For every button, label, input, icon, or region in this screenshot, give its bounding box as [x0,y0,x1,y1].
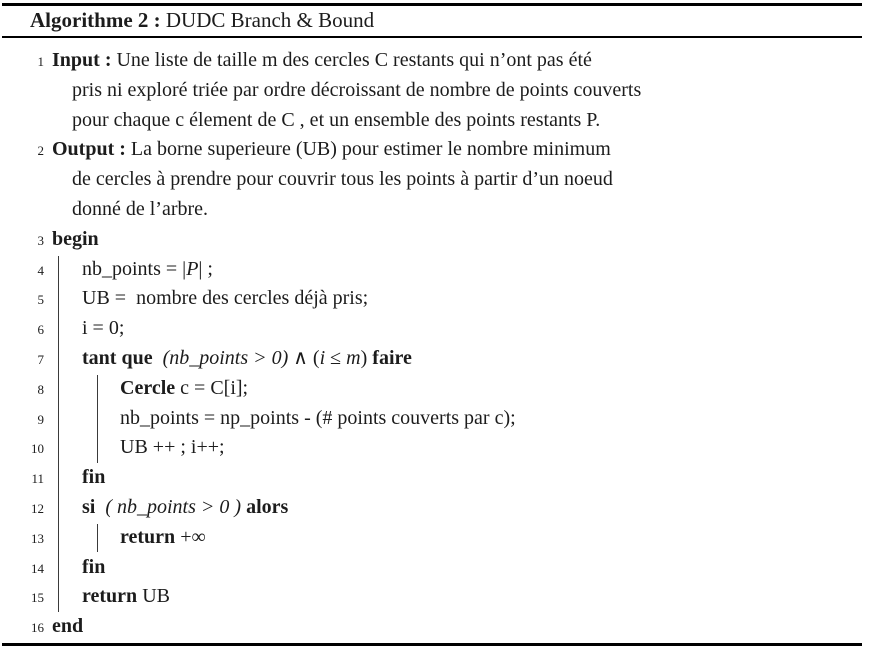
input-description-cont: pris ni exploré triée par ordre décroissant de nombre de points couverts [72,78,642,101]
algo-line-input-cont [0,76,870,106]
output-description-cont: donné de l’arbre. [72,197,209,220]
output-description-cont: de cercles à prendre pour couvrir tous les points à partir d’un noeud [72,168,613,191]
return-value: UB [137,585,170,608]
line-text [82,347,412,369]
line-text [52,49,592,71]
keyword-return: return [120,525,176,548]
statement-text: UB = nombre des cercles déjà pris; [82,287,369,310]
algo-line-while [0,344,870,374]
algo-line-input [0,46,870,76]
keyword-input: Input : [52,49,112,71]
algo-line-return-ub [0,582,870,612]
input-description-cont: pour chaque c élement de C , et un ensemble des points restants P. [72,108,601,131]
keyword-while: tant que [82,346,163,369]
keyword-return: return [82,585,138,608]
math-var: P [186,257,199,280]
algorithm-body [0,46,870,642]
line-text [82,317,124,339]
line-text [52,138,611,160]
keyword-fin: fin [82,555,106,578]
keyword-then: alors [246,495,289,518]
line-text [72,109,600,131]
line-text [120,407,516,429]
math-relation: ≤ [325,346,347,369]
algo-line-if [0,493,870,523]
line-number: 5 [37,292,44,308]
keyword-fin: fin [82,466,106,489]
line-text [120,377,248,399]
line-text [120,436,225,458]
algorithm-caption [0,5,870,35]
line-number: 14 [31,560,44,576]
statement-text: nb_points = np_points - (# points couverts par c); [120,406,516,429]
algo-line-output-cont [0,165,870,195]
line-text [72,79,641,101]
return-value: +∞ [175,525,206,548]
line-number: 10 [31,441,44,457]
input-description: Une liste de taille m des cercles C restants qui n’ont pas été [111,49,592,71]
block-indent-line-main [58,256,59,612]
line-text [120,526,206,548]
keyword-output: Output : [52,138,126,161]
algo-line-input-cont [0,106,870,136]
math-var: m [346,346,361,369]
line-text [52,615,83,637]
line-text [72,198,208,220]
keyword-begin: begin [52,227,99,250]
statement-text: UB ++ ; i++; [120,436,225,459]
line-text [52,228,99,250]
line-number: 8 [37,381,44,397]
keyword-end: end [52,615,84,638]
statement-text: nb_points = | [82,257,187,280]
line-text [82,496,288,518]
algo-line-output [0,135,870,165]
line-text [82,466,105,488]
line-number: 15 [31,590,44,606]
algo-line-end [0,612,870,642]
caption-separator-rule [2,36,862,38]
line-number: 3 [37,232,44,248]
algo-line-statement [0,314,870,344]
statement-text: | ; [198,257,213,280]
line-number: 16 [31,620,44,636]
algo-line-statement [0,255,870,285]
output-description: La borne superieure (UB) pour estimer le nombre minimum [125,138,611,161]
line-number: 1 [37,54,44,69]
algo-line-output-cont [0,195,870,225]
keyword-do: faire [372,346,412,369]
math-var: i [319,346,326,369]
line-number: 13 [31,530,44,546]
bottom-rule [2,643,862,646]
algo-line-return-inf [0,523,870,553]
caption-title: DUDC Branch & Bound [160,8,375,32]
line-number: 11 [31,471,44,487]
algo-line-begin [0,225,870,255]
line-text [82,258,213,280]
algo-line-statement [0,433,870,463]
while-condition: (nb_points > 0) [162,346,289,369]
line-number: 4 [37,262,44,278]
line-text [82,287,368,309]
algo-line-statement [0,284,870,314]
block-indent-line-while [97,375,98,463]
statement-text: c = C[i]; [175,376,249,399]
line-number: 12 [31,500,44,516]
algo-line-statement [0,374,870,404]
statement-text: ∧ ( [288,346,320,369]
algo-line-end-while [0,463,870,493]
line-number: 7 [37,351,44,367]
caption-label: Algorithme 2 : [30,8,161,32]
keyword-if: si [82,495,106,518]
line-number: 2 [37,143,44,159]
if-condition: ( nb_points > 0 ) [105,495,247,518]
statement-text: i = 0; [82,317,125,340]
algo-line-end-if [0,553,870,583]
keyword-cercle: Cercle [120,376,176,399]
line-text [72,168,613,190]
block-indent-line-if [97,524,98,552]
line-number: 9 [37,411,44,427]
line-text [82,556,105,578]
line-text [82,585,170,607]
statement-text: ) [360,346,373,369]
line-number: 6 [37,322,44,338]
algo-line-statement [0,404,870,434]
